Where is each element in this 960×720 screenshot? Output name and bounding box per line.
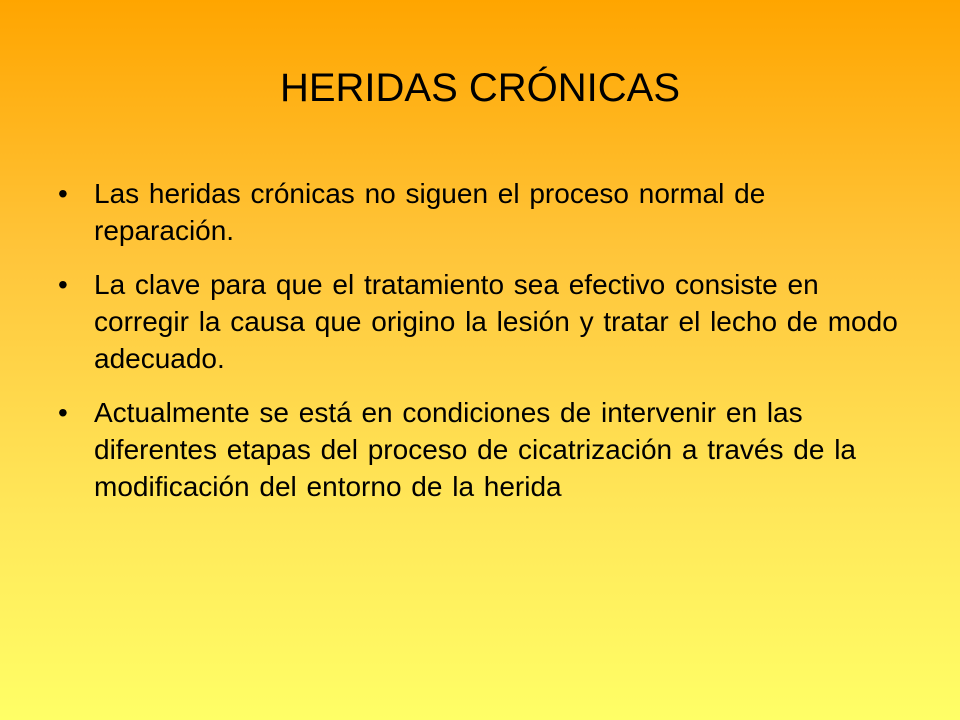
bullet-item [58,266,898,377]
bullet-text: Actualmente se está en condiciones de intervenir en las diferentes etapas del proceso de cicatrización a través de la modificación del entorno de la herida [94,397,856,502]
bullet-dot-icon: • [58,178,68,209]
bullet-text: Las heridas crónicas no siguen el proceso normal de reparación. [94,178,766,246]
bullet-list [58,175,898,522]
bullet-dot-icon: • [58,269,68,300]
bullet-item [58,175,898,249]
bullet-text: La clave para que el tratamiento sea efectivo consiste en corregir la causa que origino la lesión y tratar el lecho de modo adecuado. [94,269,898,374]
bullet-item [58,394,898,505]
bullet-dot-icon: • [58,397,68,428]
slide-title: HERIDAS CRÓNICAS [279,66,681,110]
